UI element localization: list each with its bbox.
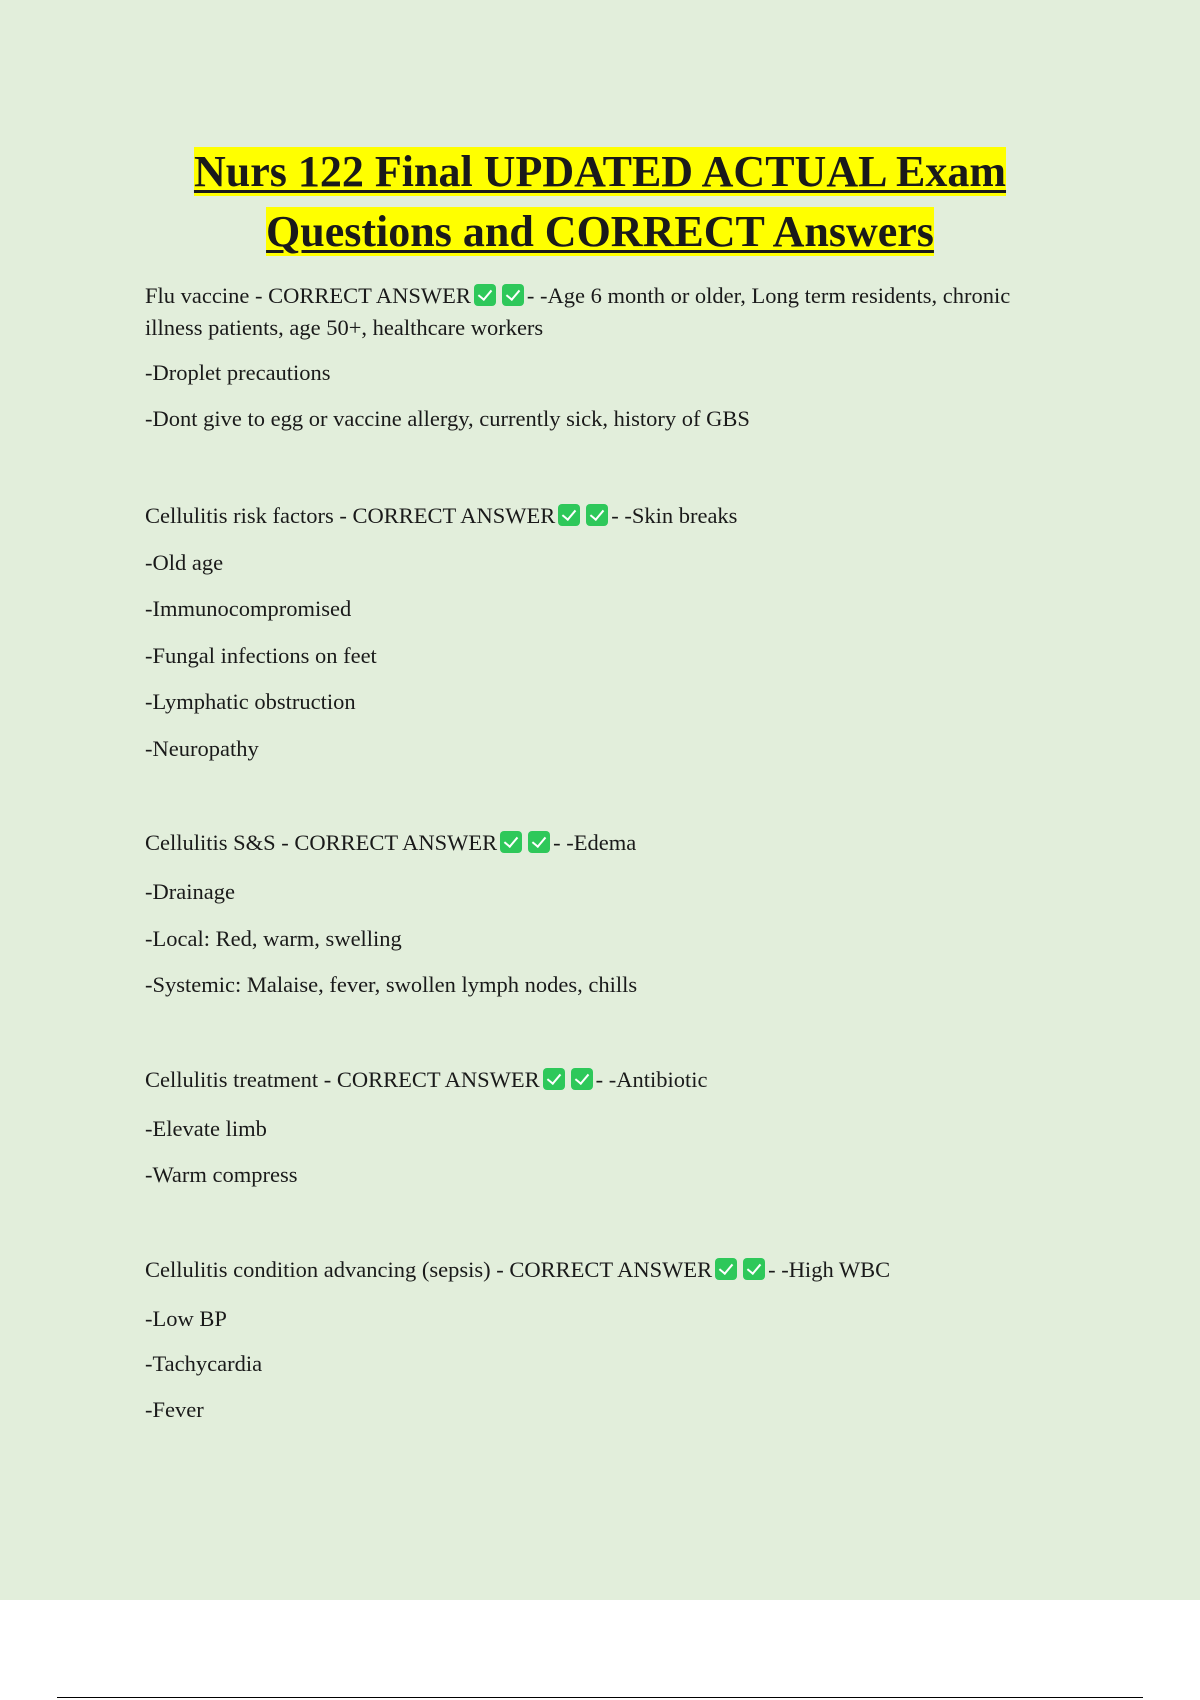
checkmark-icon <box>586 504 608 526</box>
checkmark-icon <box>571 1068 593 1090</box>
checkmark-icon <box>528 831 550 853</box>
question-text: Flu vaccine - <box>145 283 269 308</box>
question-text: Cellulitis S&S - <box>145 830 295 855</box>
checkmark-icon <box>715 1258 737 1280</box>
qa-question-line <box>145 1254 890 1286</box>
answer-item: -Fever <box>145 1397 204 1422</box>
checkmark-icon <box>743 1258 765 1280</box>
correct-answer-label: CORRECT ANSWER <box>268 283 471 308</box>
answer-item: -Local: Red, warm, swelling <box>145 926 402 951</box>
answer-item: -Fungal infections on feet <box>145 643 377 668</box>
correct-answer-label: CORRECT ANSWER <box>509 1257 713 1282</box>
title-line-2: Questions and CORRECT Answers <box>266 207 934 256</box>
answer-text: - -Antibiotic <box>595 1067 708 1092</box>
answer-item: -Tachycardia <box>145 1351 263 1376</box>
question-text: Cellulitis risk factors - <box>145 503 353 528</box>
answer-item: -Immunocompromised <box>145 596 352 621</box>
correct-answer-label: CORRECT ANSWER <box>294 830 498 855</box>
answer-item: -Elevate limb <box>145 1116 267 1141</box>
answer-item: -Low BP <box>145 1306 227 1331</box>
answer-item: -Old age <box>145 550 224 575</box>
footer-divider <box>57 1697 1143 1698</box>
checkmark-icon <box>558 504 580 526</box>
correct-answer-label: CORRECT ANSWER <box>352 503 556 528</box>
answer-item: -Drainage <box>145 879 235 904</box>
answer-item: -Droplet precautions <box>145 360 331 385</box>
qa-question-line <box>145 280 1010 312</box>
checkmark-icon <box>543 1068 565 1090</box>
correct-answer-label: CORRECT ANSWER <box>336 1067 540 1092</box>
question-text: Cellulitis treatment - <box>145 1067 337 1092</box>
answer-text: - -Skin breaks <box>611 503 738 528</box>
answer-item: -Warm compress <box>145 1162 298 1187</box>
qa-question-line <box>145 827 636 859</box>
answer-item: -Neuropathy <box>145 736 259 761</box>
answer-text: - -Edema <box>553 830 637 855</box>
qa-question-line <box>145 1064 707 1096</box>
answer-item: -Systemic: Malaise, fever, swollen lymph nodes, chills <box>145 972 638 997</box>
answer-item: -Dont give to egg or vaccine allergy, currently sick, history of GBS <box>145 406 750 431</box>
checkmark-icon <box>500 831 522 853</box>
answer-item: -Lymphatic obstruction <box>145 689 356 714</box>
document-title <box>100 142 1100 262</box>
answer-text: - -High WBC <box>768 1257 891 1282</box>
checkmark-icon <box>502 284 524 306</box>
question-text: Cellulitis condition advancing (sepsis) - <box>145 1257 510 1282</box>
title-line-1: Nurs 122 Final UPDATED ACTUAL Exam <box>193 147 1007 196</box>
qa-question-line <box>145 500 737 532</box>
checkmark-icon <box>474 284 496 306</box>
answer-continuation: illness patients, age 50+, healthcare workers <box>145 315 544 340</box>
answer-text: - -Age 6 month or older, Long term residents, chronic <box>526 283 1011 308</box>
